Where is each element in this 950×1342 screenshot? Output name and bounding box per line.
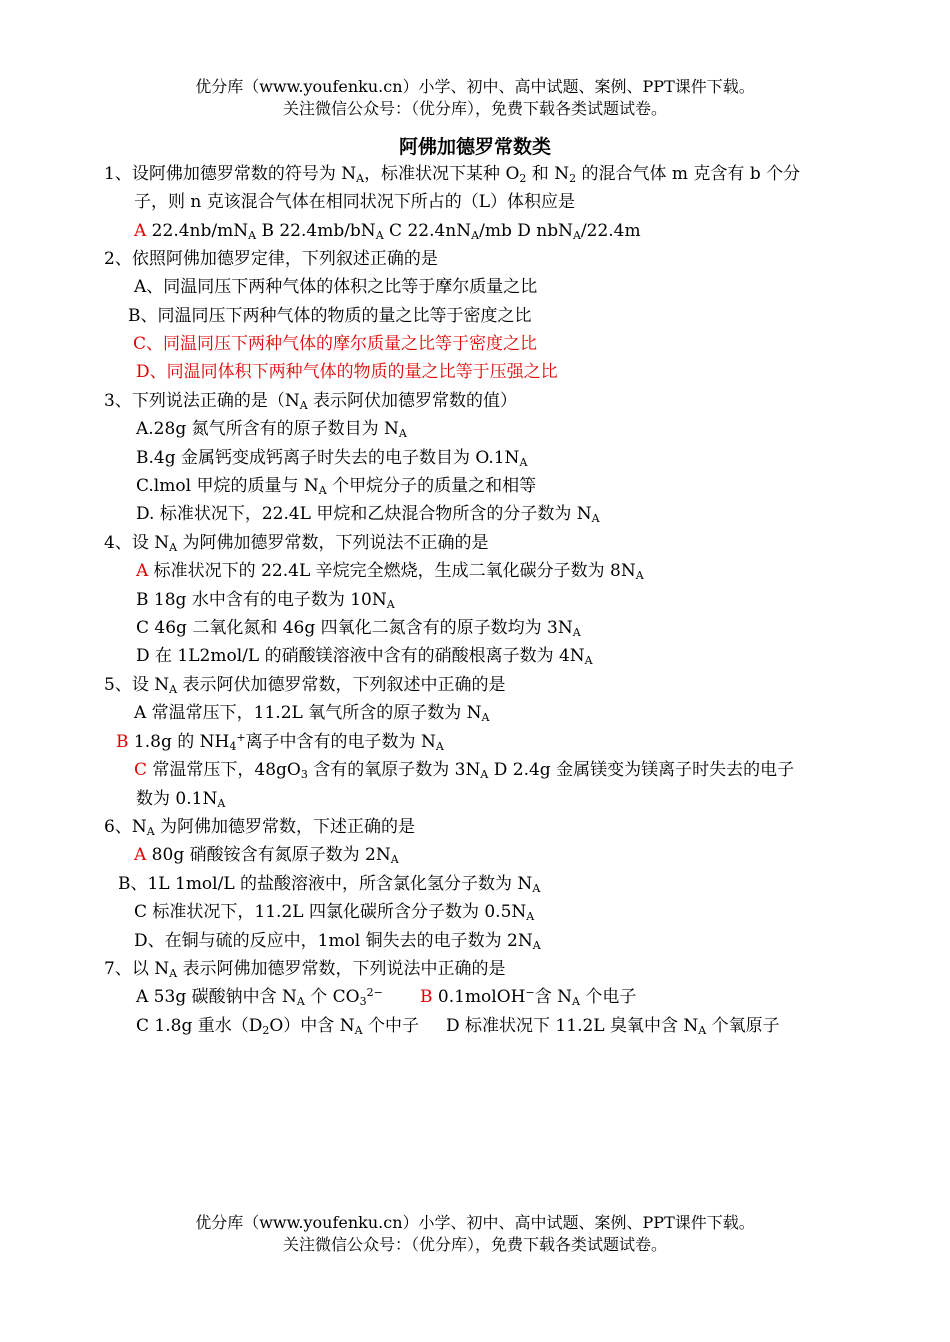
page-footer bbox=[0, 1212, 950, 1256]
question-3-option-d: D. 标准状况下，22.4L 甲烷和乙炔混合物所含的分子数为 $N_A$ bbox=[136, 504, 600, 525]
question-7-stem: 7、以 $N_A$ 表示阿佛加德罗常数，下列说法中正确的是 bbox=[104, 959, 506, 980]
question-6-option-b: B、1L 1mol/L 的盐酸溶液中，所含氯化氢分子数为 $N_A$ bbox=[118, 874, 541, 895]
question-5-option-c-d: C 常温常压下，$48gO_3$ 含有的氧原子数为 $3N_A$ D 2.4g 金属镁变为镁离子时失去的电子 bbox=[134, 760, 795, 781]
question-5-option-d-cont: 数为 $0.1N_A$ bbox=[136, 789, 226, 810]
question-3-option-a: A.28g 氮气所含有的原子数目为 $N_A$ bbox=[136, 419, 407, 440]
question-2-option-c: C、同温同压下两种气体的摩尔质量之比等于密度之比 bbox=[133, 334, 538, 354]
question-7-option-c: C 1.8g 重水$(D_2O)$中含 $N_A$ 个中子 bbox=[136, 1016, 419, 1037]
question-4-option-a: A 标准状况下的 22.4L 辛烷完全燃烧，生成二氧化碳分子数为 $8N_A$ bbox=[136, 561, 644, 582]
question-1-stem-cont: 子，则 n 克该混合气体在相同状况下所占的（L）体积应是 bbox=[134, 192, 576, 212]
question-5-option-a: A 常温常压下，11.2L 氧气所含的原子数为 $N_A$ bbox=[134, 703, 490, 724]
page-header bbox=[0, 76, 950, 120]
question-2-option-a: A、同温同压下两种气体的体积之比等于摩尔质量之比 bbox=[134, 277, 538, 297]
question-5-option-b: B 1.8g 的 $NH_4^+$离子中含有的电子数为 $N_A$ bbox=[116, 731, 444, 753]
question-4-stem: 4、设 $N_A$ 为阿佛加德罗常数，下列说法不正确的是 bbox=[104, 533, 489, 554]
question-6-option-d: D、在铜与硫的反应中，1mol 铜失去的电子数为 $2N_A$ bbox=[134, 931, 541, 952]
question-7-option-b: B 0.1molOH−含 $N_A$ 个电子 bbox=[420, 986, 637, 1008]
question-3-option-c: C.lmol 甲烷的质量与 $N_A$ 个甲烷分子的质量之和相等 bbox=[136, 476, 537, 497]
question-3-option-b: B.4g 金属钙变成钙离子时失去的电子数目为 $O.1N_A$ bbox=[136, 448, 528, 469]
question-4-option-d: D 在 1L2mol/L 的硝酸镁溶液中含有的硝酸根离子数为 $4N_A$ bbox=[136, 646, 593, 667]
header-line-1: 优分库（www.youfenku.cn）小学、初中、高中试题、案例、PPT课件下载。 bbox=[195, 77, 755, 96]
question-7-option-a: A 53g 碳酸钠中含 $N_A$ 个 $CO_3^{2-}$ bbox=[136, 986, 383, 1008]
question-2-option-b: B、同温同压下两种气体的物质的量之比等于密度之比 bbox=[128, 306, 532, 326]
question-3-stem: 3、下列说法正确的是（$N_A$ 表示阿伏加德罗常数的值） bbox=[104, 391, 518, 412]
question-1-stem: 1、设阿佛加德罗常数的符号为 $N_A$，标准状况下某种 $O_2$ 和 $N_2$ 的混合气体 m 克含有 b 个分 bbox=[104, 164, 801, 185]
question-2-stem: 2、依照阿佛加德罗定律，下列叙述正确的是 bbox=[104, 249, 438, 269]
question-4-option-b: B 18g 水中含有的电子数为 $10N_A$ bbox=[136, 590, 395, 611]
document-title: 阿佛加德罗常数类 bbox=[398, 136, 551, 158]
footer-line-2: 关注微信公众号：（优分库），免费下载各类试题试卷。 bbox=[282, 1235, 667, 1254]
header-line-2: 关注微信公众号：（优分库），免费下载各类试题试卷。 bbox=[282, 99, 667, 118]
question-1-options: A $22.4nb/mN_A$ B $22.4mb/bN_A$ C $22.4nN_A/mb$ D nbN$_A$/22.4m bbox=[134, 221, 641, 242]
footer-line-1: 优分库（www.youfenku.cn）小学、初中、高中试题、案例、PPT课件下载。 bbox=[195, 1213, 755, 1232]
question-4-option-c: C 46g 二氧化氮和 46g 四氧化二氮含有的原子数均为 $3N_A$ bbox=[136, 618, 581, 639]
question-2-option-d: D、同温同体积下两种气体的物质的量之比等于压强之比 bbox=[136, 362, 558, 382]
question-6-option-a: A 80g 硝酸铵含有氮原子数为 $2N_A$ bbox=[134, 845, 399, 866]
question-6-option-c: C 标准状况下，11.2L 四氯化碳所含分子数为 $0.5N_A$ bbox=[134, 902, 535, 923]
question-5-stem: 5、设 $N_A$ 表示阿伏加德罗常数，下列叙述中正确的是 bbox=[104, 675, 506, 696]
question-7-option-d: D 标准状况下 11.2L 臭氧中含 $N_A$ 个氧原子 bbox=[446, 1016, 780, 1037]
question-6-stem: 6、$N_A$ 为阿佛加德罗常数，下述正确的是 bbox=[104, 817, 416, 838]
